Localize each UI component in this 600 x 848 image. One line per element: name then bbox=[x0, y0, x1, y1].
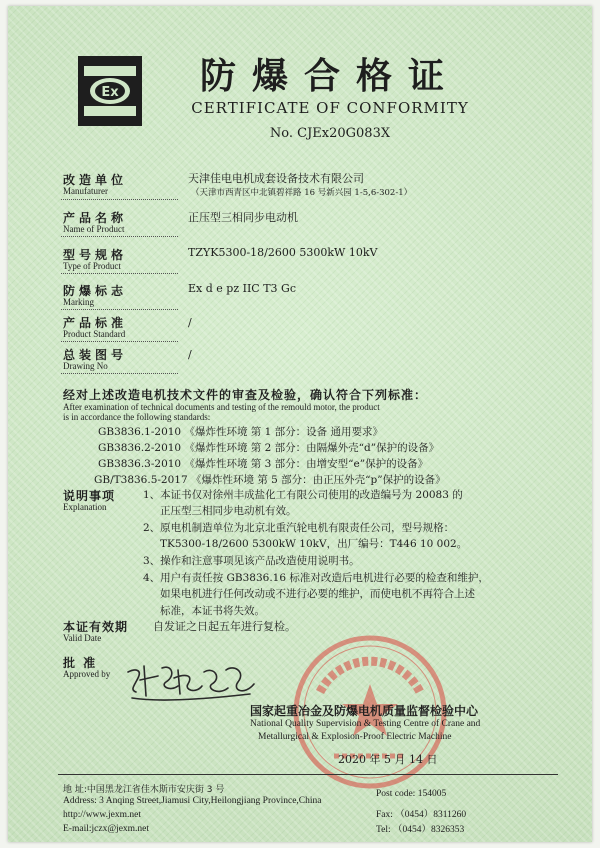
footer-tel: Tel: （0454）8326353 bbox=[376, 825, 465, 835]
footer-postcode: Post code: 154005 bbox=[376, 789, 447, 799]
standard-item: GB3836.1-2010 《爆炸性环境 第 1 部分：设备 通用要求》 bbox=[98, 426, 383, 438]
label-approved-en: Approved by bbox=[63, 669, 111, 679]
footer-address-cn: 地 址:中国黑龙江省佳木斯市安庆街 3 号 bbox=[63, 785, 225, 795]
standard-item: GB3836.2-2010 《爆炸性环境 第 2 部分：由隔爆外壳“d”保护的设备》 bbox=[98, 442, 440, 454]
footer-email: E-mail:jczx@jexm.net bbox=[63, 824, 150, 834]
certificate-number: No. CJEx20G083X bbox=[269, 126, 391, 141]
field-divider bbox=[61, 373, 178, 374]
label-drawing-cn: 总装图号 bbox=[63, 348, 128, 362]
label-manufacturer-en: Manufaturer bbox=[63, 186, 108, 196]
standard-item: GB/T3836.5-2017 《爆炸性环境 第 5 部分：由正压外壳“p”保护的设备》 bbox=[94, 474, 446, 486]
explanation-line: TK5300-18/2600 5300kW 10kV，出厂编号：T446 10 002。 bbox=[160, 538, 468, 550]
explanation-line: 如果电机进行任何改动或不进行必要的维护，而使电机不再符合上述 bbox=[160, 588, 475, 600]
footer-website: http://www.jexm.net bbox=[63, 810, 142, 820]
label-drawing-en: Drawing No bbox=[63, 361, 108, 371]
label-product-name-cn: 产品名称 bbox=[63, 211, 128, 225]
title-cn: 防爆合格证 bbox=[199, 55, 460, 97]
issuer-name-en-2: Metallurgical & Explosion-Proof Electric Machine bbox=[258, 732, 452, 742]
signature-icon bbox=[118, 656, 258, 706]
label-explanation-en: Explanation bbox=[63, 502, 107, 512]
footer-divider bbox=[58, 774, 558, 775]
label-manufacturer-cn: 改造单位 bbox=[63, 173, 128, 187]
explanation-line: 3、操作和注意事项见该产品改造使用说明书。 bbox=[143, 555, 360, 567]
certificate-paper bbox=[8, 6, 592, 842]
footer-fax: Fax: （0454）8311260 bbox=[376, 810, 467, 820]
label-marking-en: Marking bbox=[63, 297, 94, 307]
footer-address-en: Address: 3 Anqing Street,Jiamusi City,Heilongjiang Province,China bbox=[63, 796, 322, 806]
issuer-name-en-1: National Quality Supervision & Testing Centre of Crane and bbox=[250, 719, 481, 729]
field-divider bbox=[61, 341, 178, 342]
label-validity-cn: 本证有效期 bbox=[63, 620, 129, 634]
examination-statement-cn: 经对上述改造电机技术文件的审查及检验，确认符合下列标准： bbox=[63, 388, 428, 402]
explanation-line: 2、原电机制造单位为北京北重汽轮电机有限责任公司，型号规格： bbox=[143, 522, 455, 534]
label-marking-cn: 防爆标志 bbox=[63, 284, 128, 298]
field-divider bbox=[61, 236, 178, 237]
field-divider bbox=[61, 273, 178, 274]
value-drawing: / bbox=[188, 348, 192, 361]
label-explanation-cn: 说明事项 bbox=[63, 489, 116, 503]
field-divider bbox=[61, 199, 178, 200]
label-type-cn: 型号规格 bbox=[63, 248, 128, 262]
explanation-line: 1、本证书仅对徐州丰成盐化工有限公司使用的改造编号为 20083 的 bbox=[143, 489, 463, 501]
label-approved-cn: 批 准 bbox=[63, 656, 98, 670]
explanation-line: 正压型三相同步电动机有效。 bbox=[160, 505, 297, 517]
issue-date: 2020 年 5 月 14 日 bbox=[338, 753, 438, 766]
issuer-name-cn: 国家起重冶金及防爆电机质量监督检验中心 bbox=[250, 704, 479, 718]
examination-statement-en-2: is in accordance the following standards: bbox=[63, 412, 211, 422]
value-type: TZYK5300-18/2600 5300kW 10kV bbox=[188, 246, 378, 259]
examination-statement-en-1: After examination of technical documents and testing of the remould motor, the product bbox=[63, 402, 380, 412]
standard-item: GB3836.3-2010 《爆炸性环境 第 3 部分：由增安型“e”保护的设备》 bbox=[98, 458, 429, 470]
label-type-en: Type of Product bbox=[63, 261, 121, 271]
value-marking: Ex d e pz IIC T3 Gc bbox=[188, 282, 296, 295]
value-manufacturer-address: （天津市西青区中北镇碧祥路 16 号新兴园 1-5,6-302-1） bbox=[191, 188, 413, 198]
label-validity-en: Valid Date bbox=[63, 633, 102, 643]
logo-text: Ex bbox=[101, 85, 119, 100]
explanation-line: 4、用户有责任按 GB3836.16 标准对改造后电机进行必要的检查和维护， bbox=[143, 572, 489, 584]
value-validity: 自发证之日起五年进行复检。 bbox=[153, 620, 296, 633]
label-standard-cn: 产品标准 bbox=[63, 316, 128, 330]
field-divider bbox=[61, 309, 178, 310]
value-standard: / bbox=[188, 316, 192, 329]
label-product-name-en: Name of Product bbox=[63, 224, 125, 234]
title-en: CERTIFICATE OF CONFORMITY bbox=[191, 99, 469, 117]
value-product-name: 正压型三相同步电动机 bbox=[188, 211, 298, 224]
label-standard-en: Product Standard bbox=[63, 329, 126, 339]
explanation-line: 标准，本证书将失效。 bbox=[160, 605, 265, 617]
value-manufacturer: 天津佳电电机成套设备技术有限公司 bbox=[188, 172, 364, 185]
